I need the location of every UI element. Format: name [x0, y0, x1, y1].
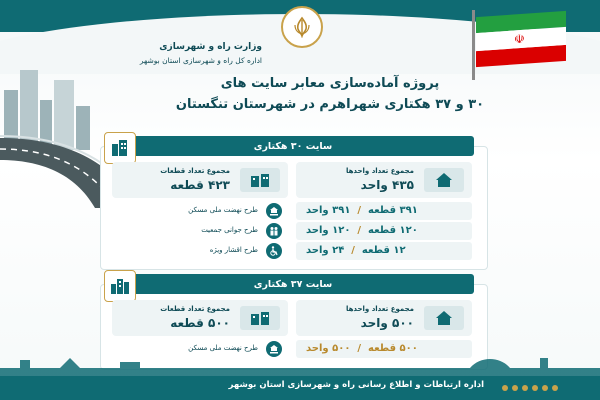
title-line-2: ۳۰ و ۳۷ هکتاری شهراهرم در شهرستان تنگستان: [175, 97, 485, 112]
site30-row-2-values: [306, 225, 418, 236]
buildings-icon: [104, 132, 136, 164]
site37-units-card: [296, 300, 472, 336]
site30-plots-card: [112, 162, 288, 198]
site30-row-3-values: [306, 245, 406, 256]
site30-plan-2-label: طرح جوانی جمعیت: [201, 226, 258, 234]
skyline-illustration: [0, 352, 600, 378]
city-icon: [104, 270, 136, 302]
site30-row-2-sep: /: [357, 225, 362, 236]
site30-plan-1: [112, 202, 288, 220]
department-name: اداره کل راه و شهرسازی استان بوشهر: [139, 56, 262, 65]
site37-units-value: ۵۰۰ واحد: [360, 316, 414, 330]
house-icon-2: [424, 306, 464, 330]
site30-row-2-plots: ۱۲۰ قطعه: [368, 225, 418, 236]
flag-emblem-icon: ☫: [514, 31, 525, 47]
family-icon: [266, 223, 282, 239]
site37-row-1-sep: /: [357, 343, 362, 354]
site37-heading: [112, 274, 474, 294]
hand-house-icon: [266, 203, 282, 219]
site30-row-2: [296, 222, 472, 240]
site37-plots-card: [112, 300, 288, 336]
site30-row-1-values: [306, 205, 418, 216]
title-line-1: پروژه آماده‌سازی معابر سایت های: [220, 76, 440, 91]
site30-plan-1-label: طرح نهضت ملی مسکن: [188, 206, 258, 214]
page-title: [160, 76, 500, 112]
emblem-icon: [281, 6, 323, 48]
site37-plots-label: مجموع تعداد قطعات: [160, 305, 230, 313]
site30-row-3-units: ۲۴ واحد: [306, 245, 345, 256]
site30-units-value: ۴۳۵ واحد: [360, 178, 414, 192]
iran-flag: [476, 11, 566, 67]
ministry-name: وزارت راه و شهرسازی: [159, 42, 262, 52]
site30-row-3-sep: /: [351, 245, 355, 256]
wheelchair-icon: [266, 243, 282, 259]
footer-text: اداره ارتباطات و اطلاع رسانی راه و شهرسازی استان بوشهر: [228, 380, 484, 390]
site30-plan-3: [112, 242, 288, 260]
site37-row-1-plots: ۵۰۰ قطعه: [368, 343, 418, 354]
site30-row-3-plots: ۱۲ قطعه: [361, 245, 406, 256]
flag-pole: [472, 10, 475, 80]
apartment-icon-2: [240, 306, 280, 330]
site30-plots-label: مجموع تعداد قطعات: [160, 167, 230, 175]
site30-units-label: مجموع تعداد واحدها: [345, 167, 414, 175]
site30-row-1: [296, 202, 472, 220]
site30-row-1-plots: ۳۹۱ قطعه: [368, 205, 418, 216]
site30-plots-value: ۴۲۳ قطعه: [170, 178, 230, 192]
site30-row-1-units: ۳۹۱ واحد: [306, 205, 351, 216]
site37-row-1-units: ۵۰۰ واحد: [306, 343, 351, 354]
site37-plots-value: ۵۰۰ قطعه: [170, 316, 230, 330]
site30-plan-2: [112, 222, 288, 240]
site30-units-card: [296, 162, 472, 198]
site37-plan-1-label: طرح نهضت ملی مسکن: [188, 344, 258, 352]
site30-row-1-sep: /: [357, 205, 362, 216]
house-icon: [424, 168, 464, 192]
site30-heading: [112, 136, 474, 156]
apartment-icon: [240, 168, 280, 192]
site30-row-2-units: ۱۲۰ واحد: [306, 225, 351, 236]
site30-heading-text: سایت ۳۰ هکتاری: [253, 140, 333, 152]
site30-plan-3-label: طرح اقشار ویژه: [209, 246, 258, 254]
site37-heading-text: سایت ۳۷ هکتاری: [253, 278, 333, 290]
footer-ornament-icon: [500, 383, 560, 393]
site37-units-label: مجموع تعداد واحدها: [345, 305, 414, 313]
site30-row-3: [296, 242, 472, 260]
